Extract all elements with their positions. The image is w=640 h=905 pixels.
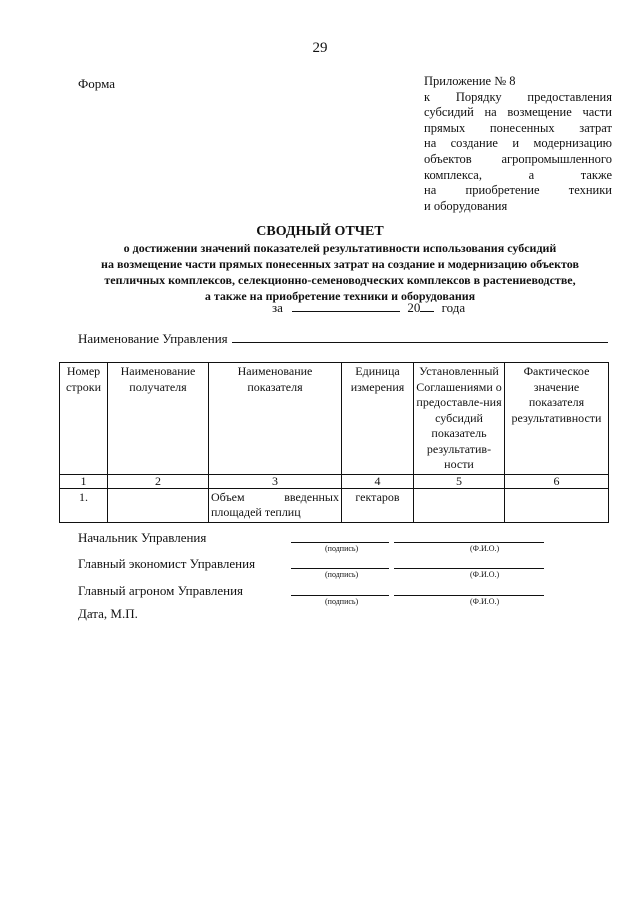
signature-caption: (подпись) [325,570,359,579]
recipient-cell[interactable] [108,488,209,522]
name-caption: (Ф.И.О.) [470,597,500,606]
column-number: 4 [342,474,414,488]
signature-line[interactable] [291,595,389,596]
table-header-row [60,363,609,475]
indicator-text-line: Объем введенных [211,489,339,504]
period-date-blank[interactable] [292,301,400,312]
report-table [59,362,609,523]
header-target: Установленный Соглашениями о предоставле-ния субсидий показатель результатив-ности [414,363,505,475]
signature-caption: (подпись) [325,544,359,553]
name-line[interactable] [394,568,544,569]
header-row-number: Номер строки [60,363,108,475]
signature-role: Главный агроном Управления [78,583,244,598]
indicator-text-line: площадей теплиц [211,505,301,519]
appendix-line: объектов агропромышленного [424,151,612,166]
appendix-block [424,74,612,214]
appendix-title: Приложение № 8 [424,74,516,88]
target-cell[interactable] [414,488,505,522]
department-field [78,331,608,347]
report-subtitle-line: о достижении значений показателей результативности использования субсидий [123,241,557,255]
name-line[interactable] [394,542,544,543]
page-number: 29 [312,40,328,56]
name-caption: (Ф.И.О.) [470,570,500,579]
appendix-line: и оборудования [424,198,508,213]
appendix-line: комплекса, а также [424,167,612,182]
appendix-line: прямых понесенных затрат [424,120,612,135]
appendix-line: на создание и модернизацию [424,136,612,151]
column-number: 2 [108,474,209,488]
report-subtitle-line: тепличных комплексов, селекционно-семеноводческих комплексов в растениеводстве, [104,273,576,287]
report-period [272,300,465,316]
header-indicator: Наименование показателя [209,363,342,475]
department-label: Наименование Управления [78,331,228,346]
period-year-blank[interactable] [420,301,434,312]
date-stamp: Дата, М.П. [78,606,138,621]
column-number: 6 [505,474,609,488]
signature-line[interactable] [291,568,389,569]
appendix-line: субсидий на возмещение части [424,105,612,120]
name-caption: (Ф.И.О.) [470,544,500,553]
report-title: СВОДНЫЙ ОТЧЕТ [256,224,384,239]
report-subtitle-line: а также на приобретение техники и оборудования [204,289,476,303]
row-number-cell: 1. [60,488,108,522]
appendix-line: к Порядку предоставления [424,89,612,104]
header-unit: Единица измерения [342,363,414,475]
department-blank[interactable] [232,332,608,343]
signature-caption: (подпись) [325,597,359,606]
name-line[interactable] [394,595,544,596]
column-number: 3 [209,474,342,488]
column-number: 1 [60,474,108,488]
period-suffix: года [441,300,466,315]
header-actual: Фактическое значение показателя результативности [505,363,609,475]
unit-cell: гектаров [342,488,414,522]
signature-line[interactable] [291,542,389,543]
period-prefix: за [272,300,283,315]
period-year: 20 [407,300,421,315]
signature-role: Главный экономист Управления [78,556,256,571]
signature-role: Начальник Управления [78,530,207,545]
actual-cell[interactable] [505,488,609,522]
indicator-cell [209,488,342,522]
report-subtitle-line: на возмещение части прямых понесенных затрат на создание и модернизацию объектов [101,257,579,271]
table-row [60,488,609,522]
header-recipient: Наименование получателя [108,363,209,475]
column-number: 5 [414,474,505,488]
appendix-line: на приобретение техники [424,183,612,198]
table-number-row [60,474,609,488]
report-subtitle [70,240,610,304]
form-label: Форма [78,76,115,91]
